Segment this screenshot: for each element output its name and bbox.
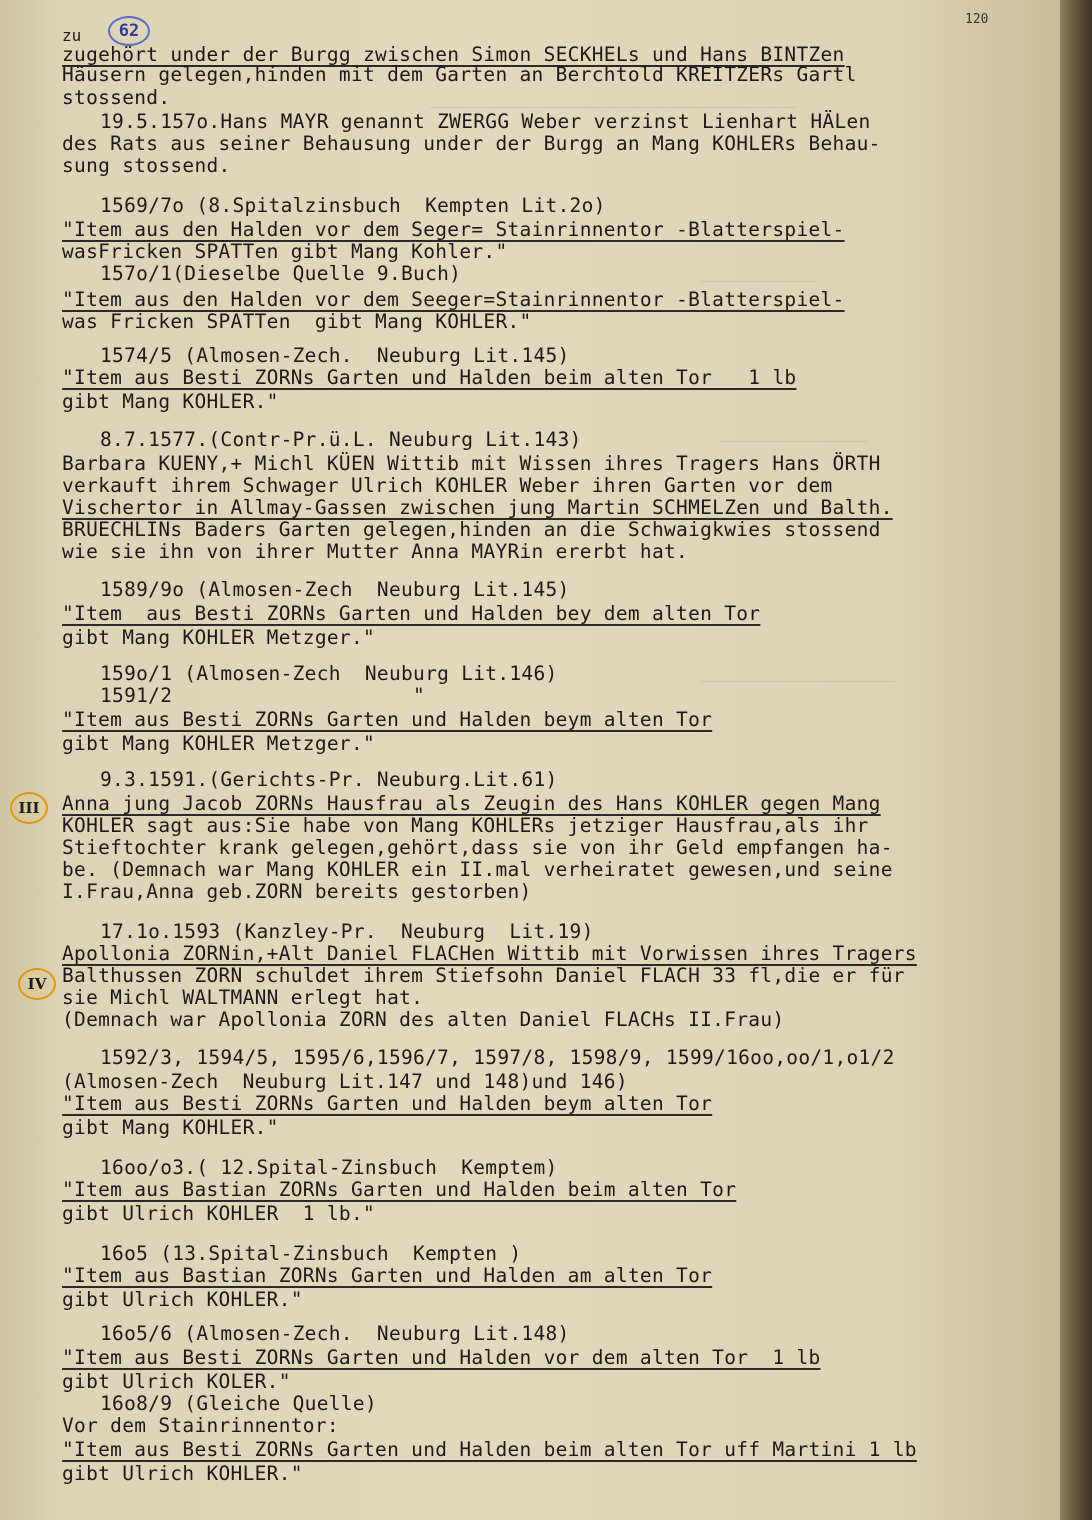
text-line: sie Michl WALTMANN erlegt hat. — [62, 986, 424, 1009]
source-heading: 159o/1 (Almosen-Zech Neuburg Lit.146) — [100, 662, 558, 685]
show-through-text: _________________ — [700, 660, 895, 682]
quote-line: "Item aus Besti ZORNs Garten und Halden beim alten Tor 1 lb — [62, 366, 797, 389]
quote-line: gibt Ulrich KOHLER 1 lb." — [62, 1202, 376, 1225]
text-line: BRUECHLINs Baders Garten gelegen,hinden an die Schwaigkwies stossend — [62, 518, 881, 541]
quote-line: "Item aus Besti ZORNs Garten und Halden beym alten Tor — [62, 1092, 713, 1115]
text-line: KOHLER sagt aus:Sie habe von Mang KOHLERs jetziger Hausfrau,als ihr — [62, 814, 869, 837]
book-page-edge — [1060, 0, 1092, 1520]
quote-line: "Item aus Besti ZORNs Garten und Halden bey dem alten Tor — [62, 602, 761, 625]
text-line: sung stossend. — [62, 154, 231, 177]
text-line: wie sie ihn von ihrer Mutter Anna MAYRin ererbt hat. — [62, 540, 689, 563]
quote-line: "Item aus den Halden vor dem Seger= Stainrinnentor -Blatterspiel- — [62, 218, 845, 241]
reference-number-badge: 62 — [108, 16, 150, 46]
quote-line: gibt Ulrich KOHLER." — [62, 1288, 303, 1311]
page-number: 120 — [965, 12, 989, 27]
text-line: Barbara KUENY,+ Michl KÜEN Wittib mit Wissen ihres Tragers Hans ÖRTH — [62, 452, 881, 475]
source-heading: 8.7.1577.(Contr-Pr.ü.L. Neuburg Lit.143) — [100, 428, 582, 451]
margin-mark-generation-iv: IV — [18, 968, 56, 1000]
source-heading: 1591/2 " — [100, 684, 426, 707]
show-through-text: ________________________________ — [430, 86, 797, 108]
source-heading: 16o5/6 (Almosen-Zech. Neuburg Lit.148) — [100, 1322, 570, 1345]
source-heading: 16o8/9 (Gleiche Quelle) — [100, 1392, 377, 1415]
text-line: Stieftochter krank gelegen,gehört,dass sie von ihr Geld empfangen ha- — [62, 836, 893, 859]
quote-line: "Item aus Besti ZORNs Garten und Halden beym alten Tor — [62, 708, 713, 731]
text-line: Apollonia ZORNin,+Alt Daniel FLACHen Wittib mit Vorwissen ihres Tragers — [62, 942, 917, 965]
text-line: verkauft ihrem Schwager Ulrich KOHLER Weber ihren Garten vor dem — [62, 474, 833, 497]
quote-line: gibt Ulrich KOLER." — [62, 1370, 291, 1393]
source-heading: 9.3.1591.(Gerichts-Pr. Neuburg.Lit.61) — [100, 768, 558, 791]
text-line: be. (Demnach war Mang KOHLER ein II.mal verheiratet gewesen,und seine — [62, 858, 893, 881]
text-line: (Demnach war Apollonia ZORN des alten Daniel FLACHs II.Frau) — [62, 1008, 785, 1031]
source-heading: 17.1o.1593 (Kanzley-Pr. Neuburg Lit.19) — [100, 920, 594, 943]
text-line: Balthussen ZORN schuldet ihrem Stiefsohn Daniel FLACH 33 fl,die er für — [62, 964, 905, 987]
text-line: 19.5.157o.Hans MAYR genannt ZWERGG Weber verzinst Lienhart HÄLen — [100, 110, 871, 133]
quote-line: "Item aus Bastian ZORNs Garten und Halden beim alten Tor — [62, 1178, 737, 1201]
margin-mark-generation-iii: III — [10, 792, 48, 824]
show-through-text: _____________ — [720, 420, 869, 442]
source-heading: 16o5 (13.Spital-Zinsbuch Kempten ) — [100, 1242, 522, 1265]
quote-line: gibt Mang KOHLER." — [62, 390, 279, 413]
quote-line: gibt Mang KOHLER." — [62, 1116, 279, 1139]
text-line: Vor dem Stainrinnentor: — [62, 1414, 339, 1437]
quote-line: "Item aus Bastian ZORNs Garten und Halden am alten Tor — [62, 1264, 713, 1287]
quote-line: was Fricken SPÄTTen gibt Mang KOHLER." — [62, 310, 532, 333]
text-line: Häusern gelegen,hinden mit dem Garten an Berchtold KREITZERs Gartl — [62, 63, 857, 86]
show-through-text: __________ — [700, 260, 815, 282]
text-line: Anna jung Jacob ZORNs Hausfrau als Zeugin des Hans KOHLER gegen Mang — [62, 792, 881, 815]
quote-line: "Item aus den Halden vor dem Seeger=Stainrinnentor -Blatterspiel- — [62, 288, 845, 311]
text-line: stossend. — [62, 86, 171, 109]
quote-line: "Item aus Besti ZORNs Garten und Halden beim alten Tor uff Martini 1 lb — [62, 1438, 917, 1461]
reference-prefix: zu — [62, 26, 82, 45]
text-line: zugehört under der Burgg zwischen Simon SECKHELs und Hans BINTZen — [62, 43, 845, 66]
quote-line: "Item aus Besti ZORNs Garten und Halden vor dem alten Tor 1 lb — [62, 1346, 821, 1369]
source-heading: 157o/1(Dieselbe Quelle 9.Buch) — [100, 262, 462, 285]
source-heading: 1589/9o (Almosen-Zech Neuburg Lit.145) — [100, 578, 570, 601]
quote-line: gibt Mang KOHLER Metzger." — [62, 732, 376, 755]
quote-line: wasFricken SPÄTTen gibt Mang Kohler." — [62, 240, 508, 263]
source-heading: 1574/5 (Almosen-Zech. Neuburg Lit.145) — [100, 344, 570, 367]
text-line: des Rats aus seiner Behausung under der Burgg an Mang KOHLERs Behau- — [62, 132, 881, 155]
source-heading: 16oo/o3.( 12.Spital-Zinsbuch Kemptem) — [100, 1156, 558, 1179]
quote-line: gibt Mang KOHLER Metzger." — [62, 626, 376, 649]
quote-line: gibt Ulrich KOHLER." — [62, 1462, 303, 1485]
source-heading: 1592/3, 1594/5, 1595/6,1596/7, 1597/8, 1598/9, 1599/16oo,oo/1,o1/2 — [100, 1046, 895, 1069]
text-line: I.Frau,Anna geb.ZORN bereits gestorben) — [62, 880, 532, 903]
source-heading: 1569/7o (8.Spitalzinsbuch Kempten Lit.2o) — [100, 194, 606, 217]
text-line: Vischertor in Allmay-Gassen zwischen jung Martin SCHMELZen und Balth. — [62, 496, 893, 519]
source-heading: (Almosen-Zech Neuburg Lit.147 und 148)und 146) — [62, 1070, 628, 1093]
